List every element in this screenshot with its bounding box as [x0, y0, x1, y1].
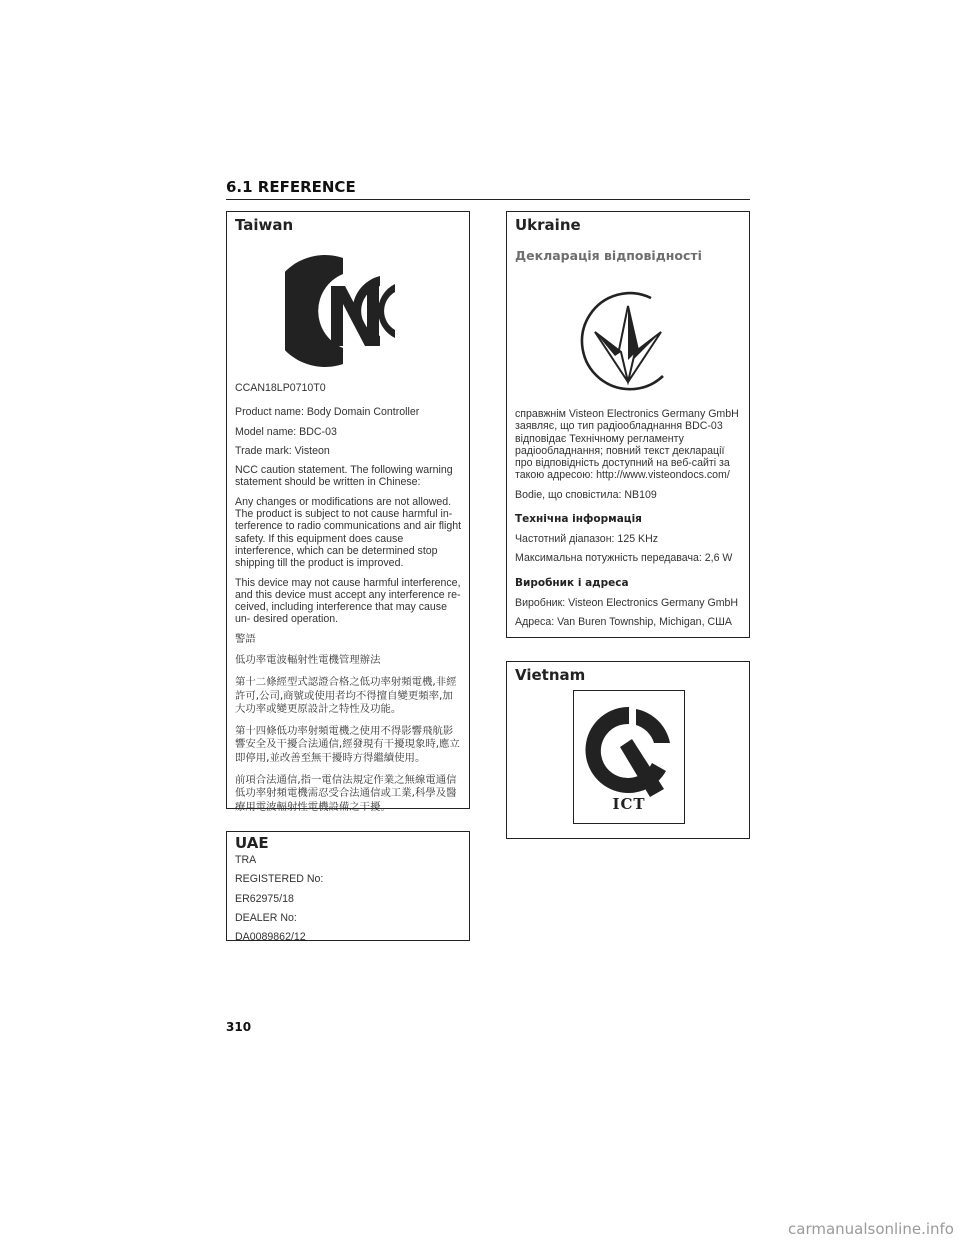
uae-registered-number: ER62975/18	[235, 892, 294, 905]
taiwan-chinese-regulation-title: 低功率電波輻射性電機管理辦法	[235, 654, 381, 667]
uae-registered-label: REGISTERED No:	[235, 873, 324, 886]
uae-box	[226, 831, 470, 944]
ukraine-manufacturer: Виробник: Visteon Electronics Germany GmbH	[515, 596, 739, 609]
ict-logo-icon	[573, 690, 685, 824]
page-number: 310	[226, 1020, 252, 1034]
ict-q-mark-icon	[574, 697, 684, 803]
taiwan-chinese-article-14: 第十四條低功率射頻電機之使用不得影響飛航影響安全及干擾合法通信,經發現有干擾現象時,應立即停用,並改善至無干擾時方得繼續使用。	[235, 724, 460, 764]
uae-dealer-number: DA0089862/12	[235, 931, 306, 944]
taiwan-interference-statement: This device may not cause harmful interference, and this device must accept any interference re- ceived, including interference that may cause un- desired operation.	[235, 576, 461, 626]
ukraine-declaration-heading: Декларація відповідності	[515, 248, 702, 263]
ukraine-manufacturer-heading: Виробник і адреса	[515, 576, 629, 589]
ukraine-address: Адреса: Van Buren Township, Michigan, США	[515, 615, 732, 628]
taiwan-chinese-article-12: 第十二條經型式認證合格之低功率射頻電機,非經許可,公司,商號或使用者均不得擅自變更頻率,加大功率或變更原設計之特性及功能。	[235, 675, 457, 716]
taiwan-title: Taiwan	[235, 216, 294, 234]
ukraine-frequency-range: Частотний діапазон: 125 KHz	[515, 533, 659, 546]
vietnam-title: Vietnam	[515, 666, 586, 684]
taiwan-trade-mark: Trade mark: Visteon	[235, 444, 330, 457]
taiwan-box	[226, 211, 470, 813]
taiwan-modifications-statement: Any changes or modifications are not allowed. The product is subject to not cause harmful in- terference to radio communications and air flight safety. If this equipment does cause interference, which can be determined stop shipping till the product is improved.	[235, 495, 462, 570]
ukraine-max-power: Максимальна потужність передавача: 2,6 W	[515, 552, 733, 565]
uae-dealer-label: DEALER No:	[235, 911, 297, 924]
ukraine-technical-info-heading: Технічна інформація	[515, 513, 642, 526]
ukraine-notified-body: Bodie, що сповістила: NB109	[515, 488, 657, 501]
ukraine-declaration-text: справжнім Visteon Electronics Germany GmbH заявляє, що тип радіообладнання BDC-03 відповідає Технічному регламенту радіообладнання; повний текст декларації про відповідність доступний на веб-сайті за такою адресою: http://www.visteondocs.com/	[515, 408, 739, 482]
taiwan-model-name: Model name: BDC-03	[235, 425, 337, 438]
watermark: carmanualsonline.info	[788, 1220, 954, 1238]
taiwan-chinese-warning-title: 警語	[235, 632, 256, 645]
uae-title: UAE	[235, 834, 269, 852]
section-title: 6.1 REFERENCE	[226, 178, 750, 200]
taiwan-ncc-caution: NCC caution statement. The following warning statement should be written in Chinese:	[235, 464, 453, 489]
ukrsepro-conformity-icon	[571, 290, 681, 396]
ukraine-box	[506, 211, 750, 638]
ncc-certificate-number: CCAN18LP0710T0	[235, 382, 326, 394]
taiwan-chinese-legal-communication: 前項合法通信,指一電信法規定作業之無線電通信低功率射頻電機需忍受合法通信或工業,科學及醫療用電波輻射性電機設備之干擾。	[235, 773, 457, 813]
ict-logo-text: ICT	[612, 795, 646, 813]
vietnam-box	[506, 661, 750, 839]
ncc-logo-icon	[285, 250, 415, 372]
taiwan-product-name: Product name: Body Domain Controller	[235, 406, 420, 419]
uae-authority: TRA	[235, 854, 257, 866]
ukraine-title: Ukraine	[515, 216, 581, 234]
